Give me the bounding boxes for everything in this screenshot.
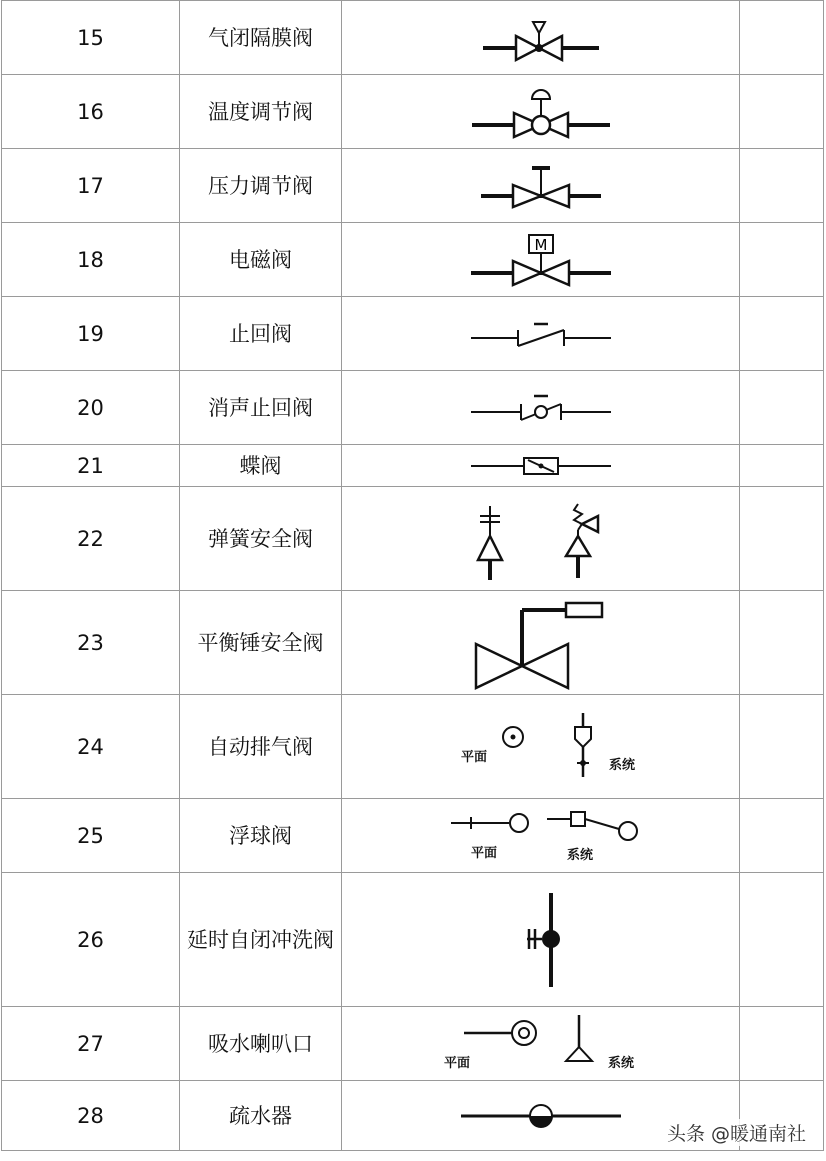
valve-name: 弹簧安全阀 bbox=[180, 487, 342, 591]
system-label: 系统 bbox=[608, 757, 635, 773]
table-row bbox=[2, 1, 824, 75]
spring-safety-valve-symbol bbox=[466, 494, 616, 584]
table-row bbox=[2, 149, 824, 223]
table-row bbox=[2, 445, 824, 487]
valve-symbol-table bbox=[1, 0, 824, 1151]
valve-name: 自动排气阀 bbox=[180, 695, 342, 799]
row-number: 17 bbox=[2, 149, 180, 223]
note-cell bbox=[740, 1, 824, 75]
float-valve-symbol bbox=[441, 803, 641, 869]
table-row bbox=[2, 591, 824, 695]
valve-name: 消声止回阀 bbox=[180, 371, 342, 445]
note-cell bbox=[740, 297, 824, 371]
row-number: 20 bbox=[2, 371, 180, 445]
weighted-safety-valve-symbol bbox=[466, 596, 616, 690]
valve-name: 气闭隔膜阀 bbox=[180, 1, 342, 75]
row-number: 24 bbox=[2, 695, 180, 799]
row-number: 21 bbox=[2, 445, 180, 487]
butterfly-valve-symbol bbox=[466, 451, 616, 481]
row-number: 19 bbox=[2, 297, 180, 371]
note-cell bbox=[740, 799, 824, 873]
row-number: 18 bbox=[2, 223, 180, 297]
pneumatic-diaphragm-valve-symbol bbox=[471, 8, 611, 68]
table-row bbox=[2, 297, 824, 371]
table-row bbox=[2, 75, 824, 149]
steam-trap-symbol bbox=[456, 1094, 626, 1138]
note-cell bbox=[740, 149, 824, 223]
row-number: 27 bbox=[2, 1007, 180, 1081]
note-cell bbox=[740, 591, 824, 695]
valve-name: 温度调节阀 bbox=[180, 75, 342, 149]
row-number: 28 bbox=[2, 1081, 180, 1151]
valve-name: 止回阀 bbox=[180, 297, 342, 371]
row-number: 15 bbox=[2, 1, 180, 75]
temperature-control-valve-symbol bbox=[466, 79, 616, 145]
note-cell bbox=[740, 1007, 824, 1081]
watermark: 头条 @暖通南社 bbox=[665, 1119, 808, 1146]
row-number: 26 bbox=[2, 873, 180, 1007]
valve-name: 电磁阀 bbox=[180, 223, 342, 297]
table-row bbox=[2, 873, 824, 1007]
note-cell bbox=[740, 371, 824, 445]
system-label: 系统 bbox=[566, 847, 593, 863]
plan-label: 平面 bbox=[470, 845, 497, 861]
row-number: 16 bbox=[2, 75, 180, 149]
valve-name: 平衡锤安全阀 bbox=[180, 591, 342, 695]
note-cell bbox=[740, 487, 824, 591]
silent-check-valve-symbol bbox=[466, 388, 616, 428]
row-number: 23 bbox=[2, 591, 180, 695]
table-row bbox=[2, 371, 824, 445]
row-number: 25 bbox=[2, 799, 180, 873]
table-row bbox=[2, 799, 824, 873]
note-cell bbox=[740, 695, 824, 799]
delay-self-closing-flush-valve-symbol bbox=[481, 885, 601, 995]
note-cell bbox=[740, 223, 824, 297]
table-row bbox=[2, 487, 824, 591]
pressure-control-valve-symbol bbox=[471, 156, 611, 216]
table-row bbox=[2, 695, 824, 799]
valve-name: 浮球阀 bbox=[180, 799, 342, 873]
note-cell bbox=[740, 873, 824, 1007]
table-row bbox=[2, 223, 824, 297]
suction-bell-mouth-symbol bbox=[436, 1011, 646, 1077]
valve-name: 延时自闭冲洗阀 bbox=[180, 873, 342, 1007]
valve-name: 吸水喇叭口 bbox=[180, 1007, 342, 1081]
plan-label: 平面 bbox=[443, 1055, 470, 1071]
row-number: 22 bbox=[2, 487, 180, 591]
system-label: 系统 bbox=[607, 1055, 634, 1071]
valve-name: 疏水器 bbox=[180, 1081, 342, 1151]
valve-name: 蝶阀 bbox=[180, 445, 342, 487]
plan-label: 平面 bbox=[460, 749, 487, 765]
check-valve-symbol bbox=[466, 314, 616, 354]
note-cell bbox=[740, 445, 824, 487]
solenoid-m-label: M bbox=[534, 235, 547, 254]
note-cell bbox=[740, 75, 824, 149]
valve-name: 压力调节阀 bbox=[180, 149, 342, 223]
auto-air-vent-symbol bbox=[441, 707, 641, 787]
table-row bbox=[2, 1007, 824, 1081]
solenoid-valve-symbol bbox=[466, 227, 616, 293]
